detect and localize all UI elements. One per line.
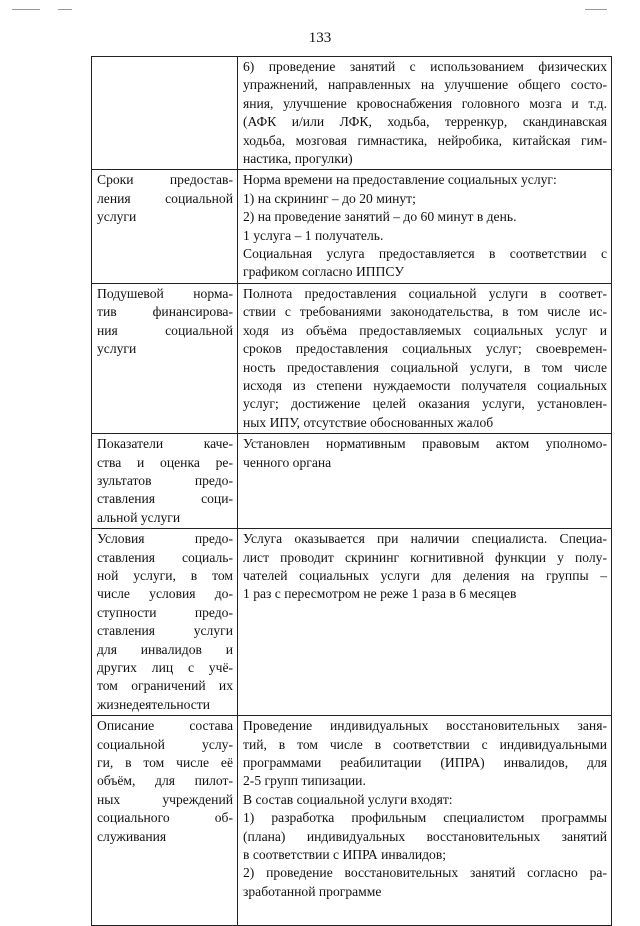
label-line: ния социальной	[97, 322, 233, 338]
label-line: Описание состава	[97, 718, 233, 734]
content-line: графиком согласно ИППСУ	[243, 264, 404, 280]
content-line: (плана) индивидуальных восстановительных занятий	[243, 828, 607, 844]
content-line: В состав социальной услуги входят:	[243, 791, 453, 807]
label-line: ства и оценка ре-	[97, 454, 233, 470]
row-label-conditions	[92, 529, 238, 716]
content-line: упражнений, направленных на улучшение общего состо-	[243, 77, 607, 93]
label-line: социального об-	[97, 810, 233, 826]
table-row-description	[92, 716, 612, 926]
content-line: сроков предоставления социальных услуг; своевремен-	[243, 341, 607, 357]
label-line: Показатели каче-	[97, 436, 233, 452]
row-content-description	[238, 716, 612, 926]
row-content-terms	[238, 170, 612, 283]
content-line: ченного органа	[243, 454, 332, 470]
content-line: лист проводит скрининг когнитивной функции у полу-	[243, 549, 607, 565]
label-line: для инвалидов и	[97, 641, 233, 657]
label-line: числе условия до-	[97, 586, 233, 602]
content-line: 6) проведение занятий с использованием физических	[243, 59, 607, 74]
scan-mark-top-right	[585, 9, 607, 10]
content-line: Норма времени на предоставление социальных услуг:	[243, 172, 557, 188]
row-label-financing	[92, 283, 238, 433]
label-line: ступности предо-	[97, 604, 233, 620]
content-line: чателей социальных услуги для деления на группы –	[243, 567, 607, 583]
label-line: том ограничений их	[97, 678, 233, 694]
label-line: зультатов предо-	[97, 472, 233, 488]
label-line: ставления соци-	[97, 491, 233, 507]
content-line: Установлен нормативным правовым актом уполномо-	[243, 436, 607, 452]
page-number: 133	[308, 30, 332, 46]
content-line: ходьба, мозговая гимнастика, нейробика, китайская гим-	[243, 132, 607, 148]
row-content-financing	[238, 283, 612, 433]
content-line: 1) на скрининг – до 20 минут;	[243, 190, 416, 206]
row-label-quality	[92, 434, 238, 529]
table-row-quality	[92, 434, 612, 529]
content-line: ность предоставления социальной услуги, в том числе	[243, 359, 607, 375]
content-line: ствии с требованиями законодательства, в том числе ис-	[243, 304, 607, 320]
content-line: Услуга оказывается при наличии специалиста. Специа-	[243, 531, 607, 547]
content-line: 2-5 групп типизации.	[243, 773, 366, 789]
content-line: Полнота предоставления социальной услуги в соответ-	[243, 285, 607, 301]
content-line: 2) на проведение занятий – до 60 минут в день.	[243, 209, 517, 225]
content-line: ных ИПУ, отсутствие обоснованных жалоб	[243, 414, 494, 430]
content-line: 1 услуга – 1 получатель.	[243, 227, 384, 243]
content-line: тий, в том числе в соответствии с индивидуальными	[243, 736, 607, 752]
row-content-methods	[238, 57, 612, 170]
row-label-empty	[92, 57, 238, 170]
content-line: в соответствии с ИПРА инвалидов;	[243, 847, 447, 863]
scan-mark-top-left	[12, 9, 40, 10]
label-line: жизнедеятельности	[97, 696, 210, 712]
label-line: тив финансирова-	[97, 304, 233, 320]
label-line: услуги	[97, 341, 137, 357]
label-line: объём, для пилот-	[97, 773, 233, 789]
content-line: 1) разработка профильным специалистом программы	[243, 810, 607, 826]
label-line: социальной услу-	[97, 736, 233, 752]
label-line: ных учреждений	[97, 791, 233, 807]
row-content-conditions	[238, 529, 612, 716]
content-line: ходя из объёма предоставляемых социальных услуг и	[243, 322, 607, 338]
label-line: ной услуги, в том	[97, 567, 233, 583]
content-line: Проведение индивидуальных восстановительных заня-	[243, 718, 607, 734]
label-line: ления социальной	[97, 190, 233, 206]
content-line: услуг; достижение целей оказания услуги, установлен-	[243, 396, 607, 412]
label-line: альной услуги	[97, 509, 181, 525]
label-line: служивания	[97, 828, 167, 844]
content-line: зработанной программе	[243, 883, 382, 899]
table-row-conditions	[92, 529, 612, 716]
label-line: других лиц с учё-	[97, 660, 233, 675]
label-line: Подушевой норма-	[97, 285, 233, 301]
content-line: яния, улучшение кровоснабжения головного мозга и т.д.	[243, 95, 607, 111]
content-line: 2) проведение восстановительных занятий согласно ра-	[243, 865, 607, 881]
content-line: исходя из степени нуждаемости получателя социальных	[243, 377, 607, 393]
row-content-quality	[238, 434, 612, 529]
label-line: ставления услуги	[97, 623, 233, 639]
table-row-methods	[92, 57, 612, 170]
content-line: (АФК и/или ЛФК, ходьба, терренкур, скандинавская	[243, 114, 607, 130]
table-row-financing	[92, 283, 612, 433]
row-label-description	[92, 716, 238, 926]
content-line: настика, прогулки)	[243, 151, 353, 167]
table-row-terms	[92, 170, 612, 283]
label-line: ги, в том числе её	[97, 755, 233, 771]
label-line: Условия предо-	[97, 531, 233, 547]
label-line: ставления социаль-	[97, 549, 233, 565]
content-line: Социальная услуга предоставляется в соответствии с	[243, 246, 607, 262]
row-label-terms	[92, 170, 238, 283]
content-line: 1 раз с пересмотром не реже 1 раза в 6 месяцев	[243, 586, 517, 602]
scan-mark-top-left-2	[58, 9, 72, 10]
service-description-table	[91, 56, 612, 926]
label-line: услуги	[97, 209, 137, 225]
label-line: Сроки предостав-	[97, 172, 233, 188]
content-line: программами реабилитации (ИПРА) инвалидов, для	[243, 755, 607, 771]
